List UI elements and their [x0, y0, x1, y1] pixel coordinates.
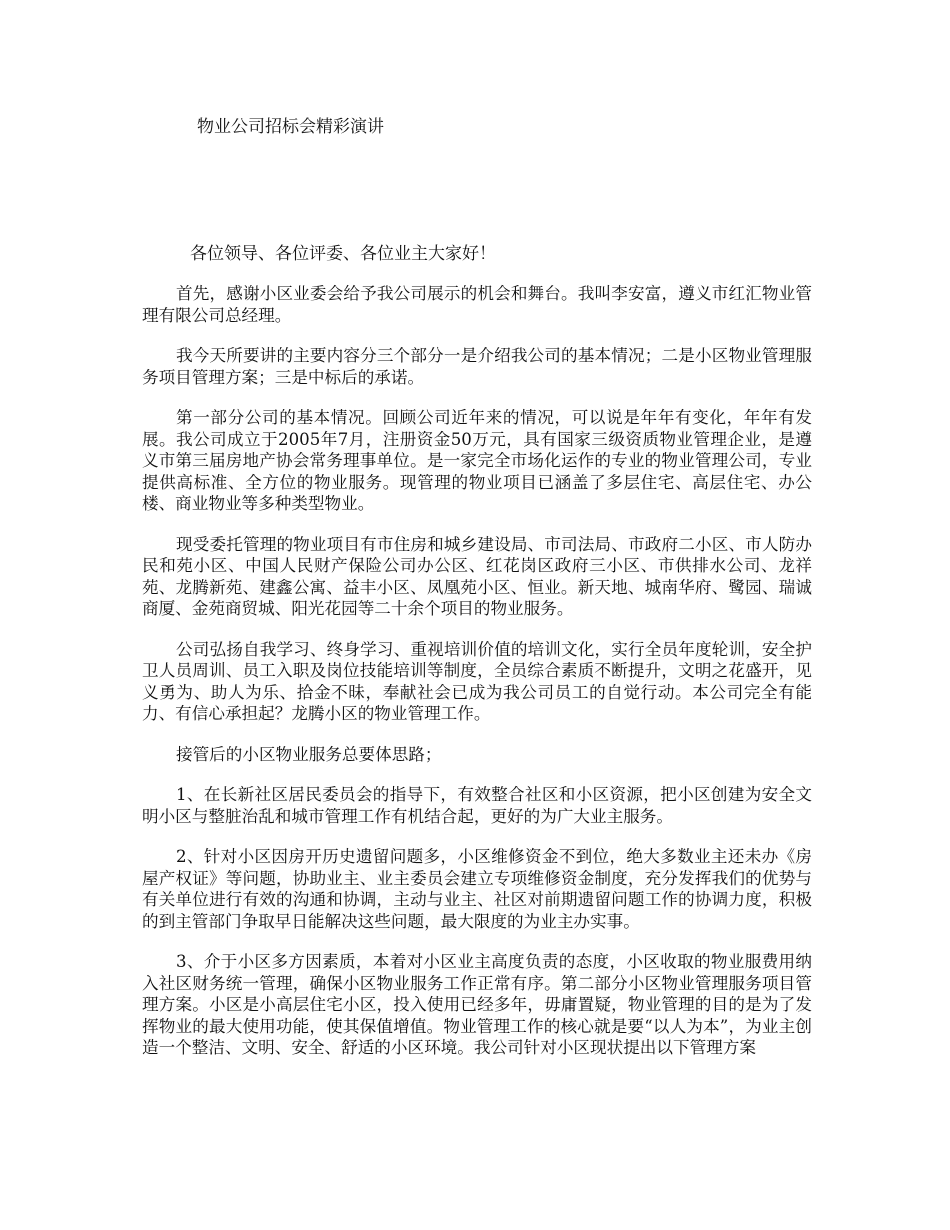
paragraph-point-3: 3、介于小区多方因素质，本着对小区业主高度负责的态度，小区收取的物业服费用纳入社区财务统一管理，确保小区物业服务工作正常有序。第二部分小区物业管理服务项目管理方案。小区是小高层住宅小区，投入使用已经多年，毋庸置疑，物业管理的目的是为了发挥物业的最大使用功能，使其保值增值。物业管理工作的核心就是要“以人为本”，为业主创造一个整洁、文明、安全、舒适的小区环境。我公司针对小区现状提出以下管理方案: [142, 952, 812, 1057]
paragraph-outline: 我今天所要讲的主要内容分三个部分一是介绍我公司的基本情况；二是小区物业管理服务项目管理方案；三是中标后的承诺。: [142, 346, 812, 387]
document-title: 物业公司招标会精彩演讲: [197, 117, 384, 137]
paragraph-intro: 首先，感谢小区业委会给予我公司展示的机会和舞台。我叫李安富，遵义市红汇物业管理有限公司总经理。: [142, 284, 812, 325]
paragraph-training-culture: 公司弘扬自我学习、终身学习、重视培训价值的培训文化，实行全员年度轮训，安全护卫人员周训、员工入职及岗位技能培训等制度，全员综合素质不断提升，文明之花盛开，见义勇为、助人为乐、拾金不昧，奉献社会已成为我公司员工的自觉行动。本公司完全有能力、有信心承担起？龙腾小区的物业管理工作。: [142, 639, 812, 723]
paragraph-point-2: 2、针对小区因房开历史遗留问题多，小区维修资金不到位，绝大多数业主还未办《房屋产权证》等问题，协助业主、业主委员会建立专项维修资金制度，充分发挥我们的优势与有关单位进行有效的沟通和协调，主动与业主、社区对前期遗留问题工作的协调力度，积极的到主管部门争取早日能解决这些问题，最大限度的为业主办实事。: [142, 847, 812, 931]
greeting-line: 各位领导、各位评委、各位业主大家好！: [190, 244, 496, 264]
paragraph-service-approach-heading: 接管后的小区物业服务总要体思路；: [176, 744, 442, 764]
document-body: [142, 283, 812, 1078]
paragraph-point-1: 1、在长新社区居民委员会的指导下，有效整合社区和小区资源，把小区创建为安全文明小区与整脏治乱和城市管理工作有机结合起，更好的为广大业主服务。: [142, 785, 812, 826]
paragraph-company-overview: 第一部分公司的基本情况。回顾公司近年来的情况，可以说是年年有变化，年年有发展。我公司成立于2005年7月，注册资金50万元，具有国家三级资质物业管理企业，是遵义市第三届房地产协会常务理事单位。是一家完全市场化运作的专业的物业管理公司，专业提供高标准、全方位的物业服务。现管理的物业项目已涵盖了多层住宅、高层住宅、办公楼、商业物业等多种类型物业。: [142, 408, 812, 513]
paragraph-managed-projects: 现受委托管理的物业项目有市住房和城乡建设局、市司法局、市政府二小区、市人防办民和苑小区、中国人民财产保险公司办公区、红花岗区政府三小区、市供排水公司、龙祥苑、龙腾新苑、建鑫公寓、益丰小区、凤凰苑小区、恒业。新天地、城南华府、鹭园、瑞诚商厦、金苑商贸城、阳光花园等二十余个项目的物业服务。: [142, 534, 812, 618]
